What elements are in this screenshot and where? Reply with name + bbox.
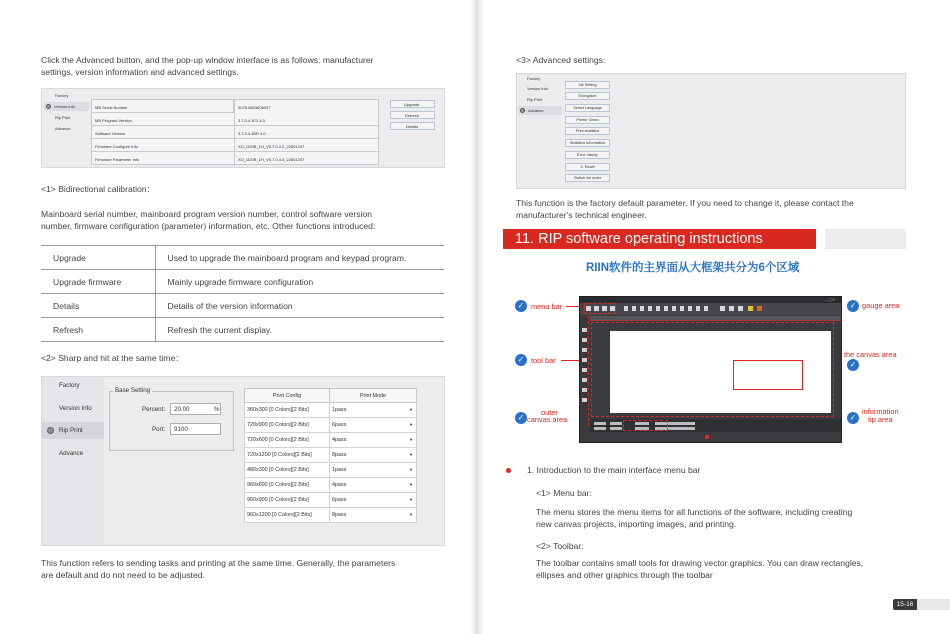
sh-sidebar-factory[interactable]: Factory — [59, 382, 80, 389]
canvas-check-icon: ✓ — [847, 359, 859, 371]
percent-input[interactable]: 20.00 % — [170, 403, 221, 415]
toolbar-title: <2> Toolbar: — [536, 541, 584, 551]
vs-sidebar-advance[interactable]: Advance — [55, 126, 71, 131]
refresh-button[interactable]: Refresh — [390, 111, 435, 119]
table-row: 960x900 [0 Colors][2 Bits] 6pass ▼ — [245, 493, 417, 508]
vs-sidebar-version-info[interactable]: Version info — [54, 104, 75, 109]
functions-table — [41, 245, 444, 342]
intro-line-1: Click the Advanced button, and the pop-up window interface is as follows: manufacturer — [41, 55, 374, 65]
table-row: Details Details of the version information — [41, 294, 444, 318]
percent-label: Percent: — [142, 406, 166, 413]
init-setting-button[interactable]: Init Setting — [565, 81, 610, 89]
adv-sidebar-rip-print[interactable]: Rip Print — [527, 97, 543, 102]
page-number: 15-16 — [893, 599, 917, 610]
section-2-body: This function refers to sending tasks and printing at the same time. Generally, the parameters are default and do not need to be adjusted. — [41, 558, 396, 580]
rip-software-screenshot — [579, 296, 842, 443]
table-row: Upgrade Used to upgrade the mainboard program and keypad program. — [41, 246, 444, 270]
bullet-icon — [506, 468, 511, 473]
dropdown-arrow-icon: ▼ — [409, 452, 413, 457]
col-print-config: Print Config — [245, 389, 330, 403]
print-mode-select[interactable]: 8pass ▼ — [330, 508, 417, 523]
col-print-mode: Print Mode — [330, 389, 417, 403]
dropdown-arrow-icon: ▼ — [409, 512, 413, 517]
section-1-body: Mainboard serial number, mainboard program version number, control software version number, firmware configuration (parameter) information, etc. Other functions introduced: — [41, 209, 376, 231]
menu-bar-check-icon: ✓ — [515, 300, 527, 312]
table-row: 480x300 [0 Colors][2 Bits] 1pass ▼ — [245, 463, 417, 478]
vs-row-value: XO_I320B_1H_V5.7.0.4.0_22801207 — [238, 144, 305, 149]
menu-bar-highlight — [584, 303, 616, 314]
callout-information: information — [862, 407, 899, 416]
interface-areas-title: RIIN软件的主界面从大框架共分为6个区域 — [586, 262, 800, 274]
table-row: Upgrade firmware Mainly upgrade firmware configuration — [41, 270, 444, 294]
vs-row-label: MB Serial Number — [95, 105, 128, 110]
print-mode-select[interactable]: 1pass ▼ — [330, 403, 417, 418]
chapter-title: 11. RIP software operating instructions — [503, 229, 816, 249]
section-3-title: <3> Advanced settings: — [516, 55, 606, 65]
tool-bar-check-icon: ✓ — [515, 354, 527, 366]
sh-sidebar-advance[interactable]: Advance — [59, 450, 84, 457]
callout-gauge-area: gauge area — [862, 301, 900, 310]
dropdown-arrow-icon: ▼ — [409, 497, 413, 502]
print-config-table — [244, 388, 417, 523]
sh-radio-icon — [47, 427, 54, 434]
sh-sidebar-version-info[interactable]: Version Info — [59, 405, 92, 412]
vs-info-table — [91, 99, 379, 165]
printer-clean-button[interactable]: Printer Clean — [565, 116, 610, 124]
adv-sidebar-advance[interactable]: Advance — [528, 108, 544, 113]
info-tip-area — [590, 419, 841, 432]
table-row: 720x1200 [0 Colors][2 Bits] 8pass ▼ — [245, 448, 417, 463]
dropdown-arrow-icon: ▼ — [409, 407, 413, 412]
table-row: 960x1200 [0 Colors][2 Bits] 8pass ▼ — [245, 508, 417, 523]
sh-sidebar-rip-print[interactable]: Rip Print — [59, 427, 83, 434]
canvas-object[interactable] — [733, 360, 803, 390]
ruler-gauge — [590, 316, 841, 321]
dropdown-arrow-icon: ▼ — [409, 467, 413, 472]
vs-row-value: 3.7.0.4-80R.4.0 — [238, 131, 266, 136]
base-setting-group — [109, 391, 234, 451]
print-mode-select[interactable]: 6pass ▼ — [330, 493, 417, 508]
base-setting-title: Base Setting — [115, 387, 151, 394]
page-number-tail — [917, 599, 950, 610]
window-controls-icon[interactable]: —▢✕ — [824, 297, 836, 302]
adv-sidebar-version-info[interactable]: Version info — [527, 86, 548, 91]
print-mode-select[interactable]: 8pass ▼ — [330, 448, 417, 463]
port-label: Port: — [152, 426, 166, 433]
port-input[interactable]: 9100 — [170, 423, 221, 435]
info-tip-check-icon: ✓ — [847, 412, 859, 424]
vs-row-label: Firmware Configure Info — [95, 144, 138, 149]
error-history-button[interactable]: Error history — [565, 151, 610, 159]
details-button[interactable]: Details — [390, 122, 435, 130]
statistics-information-button[interactable]: Statistics Information — [565, 139, 610, 147]
upgrade-button[interactable]: Upgrade — [390, 100, 435, 108]
callout-tool-bar: tool bar — [531, 356, 556, 365]
vs-radio-icon — [46, 104, 51, 109]
page-gutter — [470, 0, 484, 634]
print-statistics-button[interactable]: Print statistics — [565, 127, 610, 135]
menu-bar-title: <1> Menu bar: — [536, 488, 592, 498]
select-language-button[interactable]: Select Language — [565, 104, 610, 112]
menu-bar-body: The menu stores the menu items for all functions of the software, including creating new canvas projects, importing images, and printing. — [536, 507, 853, 529]
section-2-title: <2> Sharp and hit at the same time： — [41, 353, 184, 363]
switch-ink-order-button[interactable]: Switch ink order — [565, 174, 610, 182]
print-mode-select[interactable]: 6pass ▼ — [330, 418, 417, 433]
callout-canvas-area: canvas area — [527, 415, 568, 424]
print-mode-select[interactable]: 1pass ▼ — [330, 463, 417, 478]
vs-row-label: Software Version — [95, 131, 126, 136]
gauge-check-icon: ✓ — [847, 300, 859, 312]
callout-menu-bar: menu bar — [531, 302, 563, 311]
menu-toolbar-strip — [580, 303, 841, 315]
vs-row-value: 0078-6823606097 — [238, 105, 271, 110]
section-1-title: <1> Bidirectional calibration： — [41, 184, 156, 194]
tool-bar[interactable] — [580, 316, 589, 426]
table-row: 720x900 [0 Colors][2 Bits] 6pass ▼ — [245, 418, 417, 433]
vs-row-value: 3.7.0.4-872.4.0 — [238, 118, 265, 123]
callout-canvas: the canvas area — [844, 350, 897, 359]
version-info-screenshot — [41, 88, 445, 168]
vs-row-label: Firmware Parameter Info — [95, 157, 140, 162]
print-mode-select[interactable]: 4pass ▼ — [330, 478, 417, 493]
table-row: 360x300 [0 Colors][2 Bits] 1pass ▼ — [245, 403, 417, 418]
toolbar-body: The toolbar contains small tools for drawing vector graphics. You can draw rectangles, ellipses and other graphics through the toolbar — [536, 558, 864, 580]
adv-radio-icon — [520, 108, 525, 113]
chapter-banner-tail — [825, 229, 906, 249]
adv-sidebar-factory[interactable]: Factory — [527, 76, 541, 81]
vs-row-value: XO_I320B_1H_V5.7.0.4.0_22801207 — [238, 157, 305, 162]
dropdown-arrow-icon: ▼ — [409, 482, 413, 487]
section-3-body: This function is the factory default parameter. If you need to change it, please contact the manufacturer's technical engineer. — [516, 198, 854, 220]
dropdown-arrow-icon: ▼ — [409, 422, 413, 427]
dropdown-arrow-icon: ▼ — [409, 437, 413, 442]
vs-row-label: MB Program Version — [95, 118, 132, 123]
intro-line-2: settings, version information and advanced settings. — [41, 66, 239, 77]
intro-item: 1. Introduction to the main interface menu bar — [527, 465, 701, 475]
table-row: 720x600 [0 Colors][2 Bits] 4pass ▼ — [245, 433, 417, 448]
vs-sidebar-rip-print[interactable]: Rip Print — [55, 115, 71, 120]
table-row: Refresh Refresh the current display. — [41, 318, 444, 342]
vs-sidebar-factory[interactable]: Factory — [55, 93, 69, 98]
z-reset-button[interactable]: Z. Reset — [565, 163, 610, 171]
outer-canvas-check-icon: ✓ — [515, 412, 527, 424]
callout-outer: outer — [541, 408, 558, 417]
encryption-button[interactable]: Encryption — [565, 92, 610, 100]
print-mode-select[interactable]: 4pass ▼ — [330, 433, 417, 448]
intro-paragraph — [41, 55, 373, 78]
table-row: 960x600 [0 Colors][2 Bits] 4pass ▼ — [245, 478, 417, 493]
callout-tip-area: tip area — [868, 415, 893, 424]
